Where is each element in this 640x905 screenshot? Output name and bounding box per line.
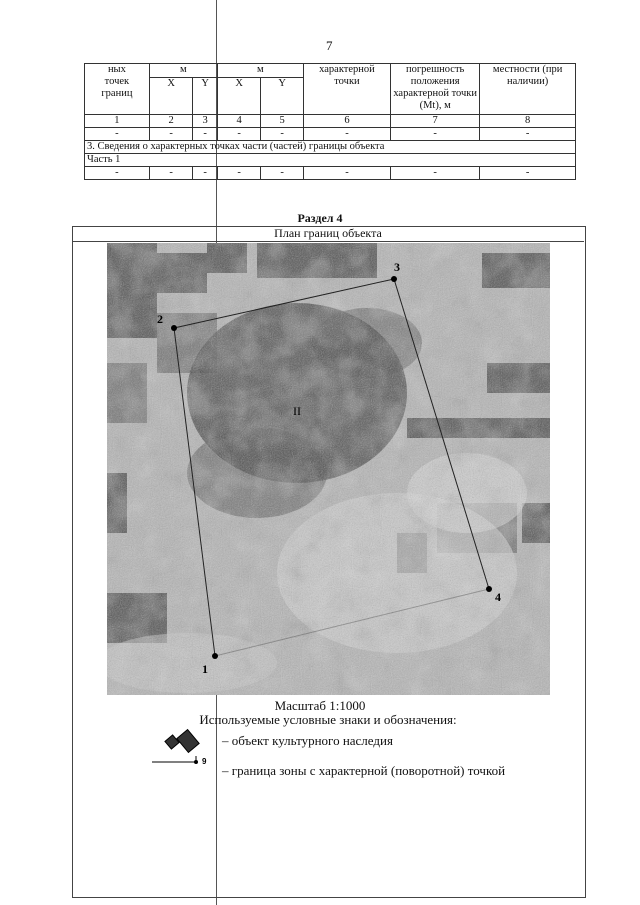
header-text: точек <box>104 76 130 87</box>
table-cell: - <box>193 167 217 180</box>
header-text: ных <box>107 64 126 75</box>
header-x1: X <box>149 78 193 115</box>
point-label-1: 1 <box>202 662 208 676</box>
table-cell: - <box>261 128 304 141</box>
table-row <box>85 128 576 141</box>
boundary-point-4 <box>486 586 492 592</box>
table-cell: 8 <box>480 115 576 128</box>
table-cell: 7 <box>391 115 480 128</box>
legend-title: Используемые условные знаки и обозначения: <box>199 712 457 727</box>
table-cell: 4 <box>217 115 261 128</box>
table-cell: - <box>217 167 261 180</box>
section-title: Раздел 4 <box>297 211 343 225</box>
table-cell: - <box>303 128 390 141</box>
section3-row <box>85 141 576 154</box>
legend-point-label: 9 <box>202 757 207 766</box>
table-cell: - <box>85 128 150 141</box>
aerial-map <box>107 243 550 695</box>
part-row <box>85 154 576 167</box>
table-cell: - <box>149 167 193 180</box>
header-x2: X <box>217 78 261 115</box>
header-y2: Y <box>261 78 304 115</box>
table-row <box>85 167 576 180</box>
table-cell: - <box>391 128 480 141</box>
table-cell: 3 <box>193 115 217 128</box>
table-cell: - <box>85 167 150 180</box>
table-header-row <box>85 64 576 78</box>
header-error: погрешность положения характерной точки (Mt), м <box>391 64 480 115</box>
column-number-row <box>85 115 576 128</box>
table-cell: - <box>303 167 390 180</box>
table-cell: - <box>391 167 480 180</box>
point-label-3: 3 <box>394 260 400 274</box>
point-label-2: 2 <box>157 312 163 326</box>
legend-heritage-text: – объект культурного наследия <box>222 733 393 748</box>
header-y1: Y <box>193 78 217 115</box>
table-cell: - <box>217 128 261 141</box>
plan-title: План границ объекта <box>72 226 584 242</box>
header-points-cell <box>85 64 150 115</box>
boundary-point-1 <box>212 653 218 659</box>
header-char-point: характерной точки <box>303 64 390 115</box>
table-cell: 6 <box>303 115 390 128</box>
map-scale: Масштаб 1:1000 <box>274 698 366 713</box>
table-cell: - <box>480 128 576 141</box>
table-cell: 2 <box>149 115 193 128</box>
section3-label: 3. Сведения о характерных точках части (частей) границы объекта <box>85 141 576 154</box>
boundary-point-2 <box>171 325 177 331</box>
header-locality: местности (при наличии) <box>480 64 576 115</box>
header-m2: м <box>217 64 303 78</box>
table-cell: 5 <box>261 115 304 128</box>
header-text: границ <box>101 88 133 99</box>
aerial-map-image <box>107 243 550 695</box>
page-number: 7 <box>326 38 333 53</box>
table-cell: 1 <box>85 115 150 128</box>
table-cell: - <box>193 128 217 141</box>
boundary-point-3 <box>391 276 397 282</box>
table-cell: - <box>261 167 304 180</box>
table-cell: - <box>149 128 193 141</box>
object-label: II <box>293 404 301 418</box>
part-label: Часть 1 <box>85 154 576 167</box>
point-label-4: 4 <box>495 590 501 604</box>
boundary-point-icon <box>150 756 220 778</box>
characteristic-points-table <box>84 63 576 180</box>
header-m1: м <box>149 64 217 78</box>
legend-boundary-text: – граница зоны с характерной (поворотной) точкой <box>222 763 506 778</box>
table-cell: - <box>480 167 576 180</box>
heritage-object-icon <box>163 727 213 757</box>
